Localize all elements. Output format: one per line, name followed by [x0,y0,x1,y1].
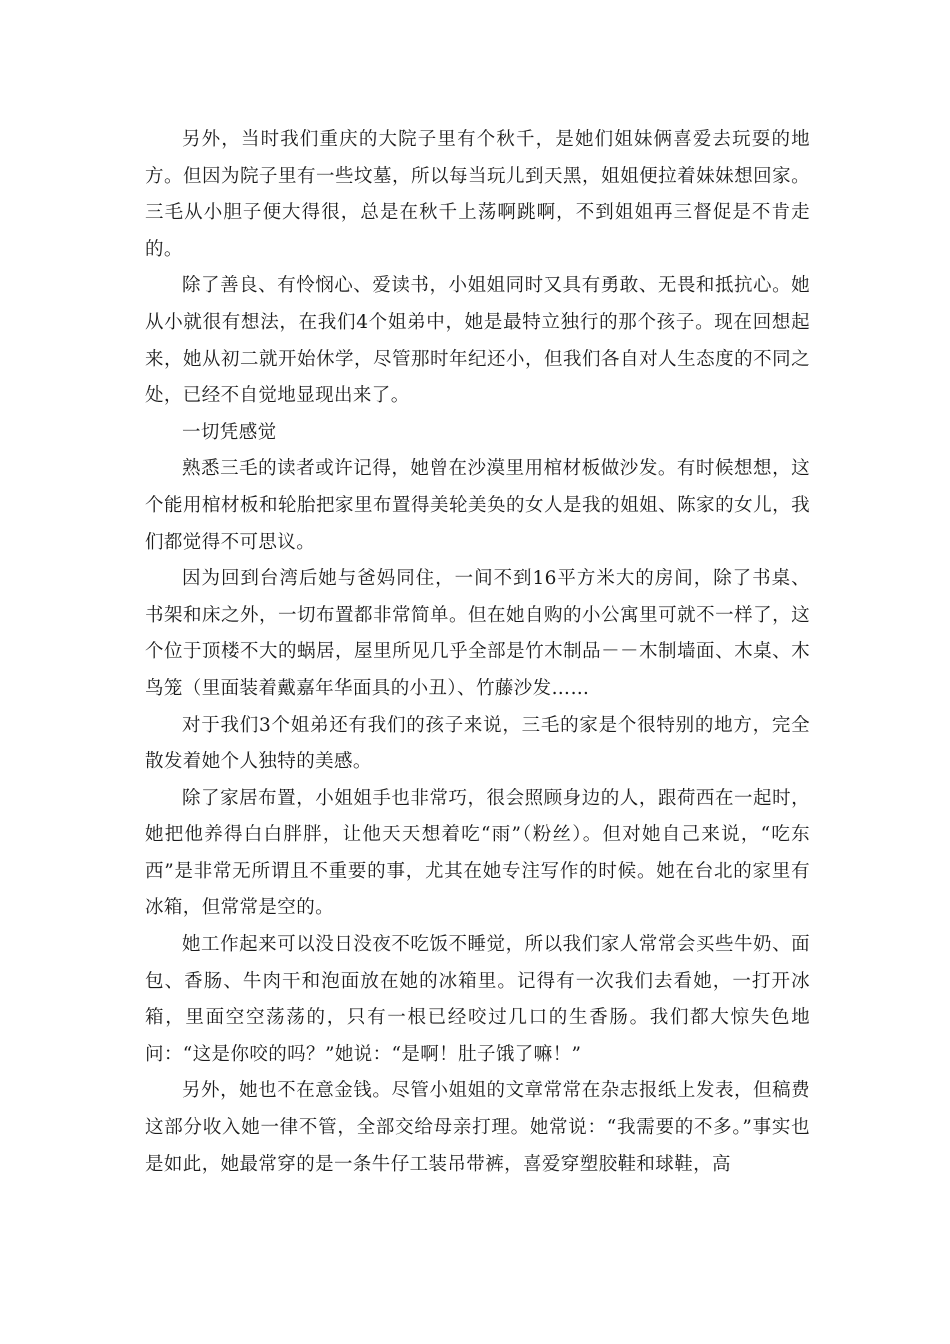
paragraph-courage: 除了善良、有怜悯心、爱读书，小姐姐同时又具有勇敢、无畏和抵抗心。她从小就很有想法，在我们4个姐弟中，她是最特立独行的那个孩子。现在回想起来，她从初二就开始休学，尽管那时年纪还小，但我们各自对人生态度的不同之处，已经不自觉地显现出来了。 [145,275,810,407]
paragraph-cooking: 除了家居布置，小姐姐手也非常巧，很会照顾身边的人，跟荷西在一起时，她把他养得白白胖胖，让他天天想着吃“雨”（粉丝）。但对她自己来说，“吃东西”是非常无所谓且不重要的事，尤其在她专注写作的时候。她在台北的家里有冰箱，但常常是空的。 [145,787,810,919]
paragraph-money: 另外，她也不在意金钱。尽管小姐姐的文章常常在杂志报纸上发表，但稿费这部分收入她一律不管，全部交给母亲打理。她常说：“我需要的不多。”事实也是如此，她最常穿的是一条牛仔工装吊带裤，喜爱穿塑胶鞋和球鞋，高 [145,1080,810,1175]
section-heading: 一切凭感觉 [182,421,277,443]
paragraph-coffin-sofa: 熟悉三毛的读者或许记得，她曾在沙漠里用棺材板做沙发。有时候想想，这个能用棺材板和轮胎把家里布置得美轮美奂的女人是我的姐姐、陈家的女儿，我们都觉得不可思议。 [145,458,810,553]
paragraph-apartment: 因为回到台湾后她与爸妈同住，一间不到16平方米大的房间，除了书桌、书架和床之外，一切布置都非常简单。但在她自购的小公寓里可就不一样了，这个位于顶楼不大的蜗居，屋里所见几乎全部是竹木制品－－木制墙面、木桌、木鸟笼（里面装着戴嘉年华面具的小丑）、竹藤沙发…… [145,568,810,699]
paragraph-swing: 另外，当时我们重庆的大院子里有个秋千，是她们姐妹俩喜爱去玩耍的地方。但因为院子里有一些坟墓，所以每当玩儿到天黑，姐姐便拉着妹妹想回家。三毛从小胆子便大得很，总是在秋千上荡啊跳啊，不到姐姐再三督促是不肯走的。 [145,129,810,260]
article-body [145,122,810,1183]
paragraph-fridge: 她工作起来可以没日没夜不吃饭不睡觉，所以我们家人常常会买些牛奶、面包、香肠、牛肉干和泡面放在她的冰箱里。记得有一次我们去看她，一打开冰箱，里面空空荡荡的，只有一根已经咬过几口的生香肠。我们都大惊失色地问：“这是你咬的吗？”她说：“是啊！肚子饿了嘛！” [145,934,810,1065]
paragraph-home-beauty: 对于我们3个姐弟还有我们的孩子来说，三毛的家是个很特别的地方，完全散发着她个人独特的美感。 [145,714,810,773]
